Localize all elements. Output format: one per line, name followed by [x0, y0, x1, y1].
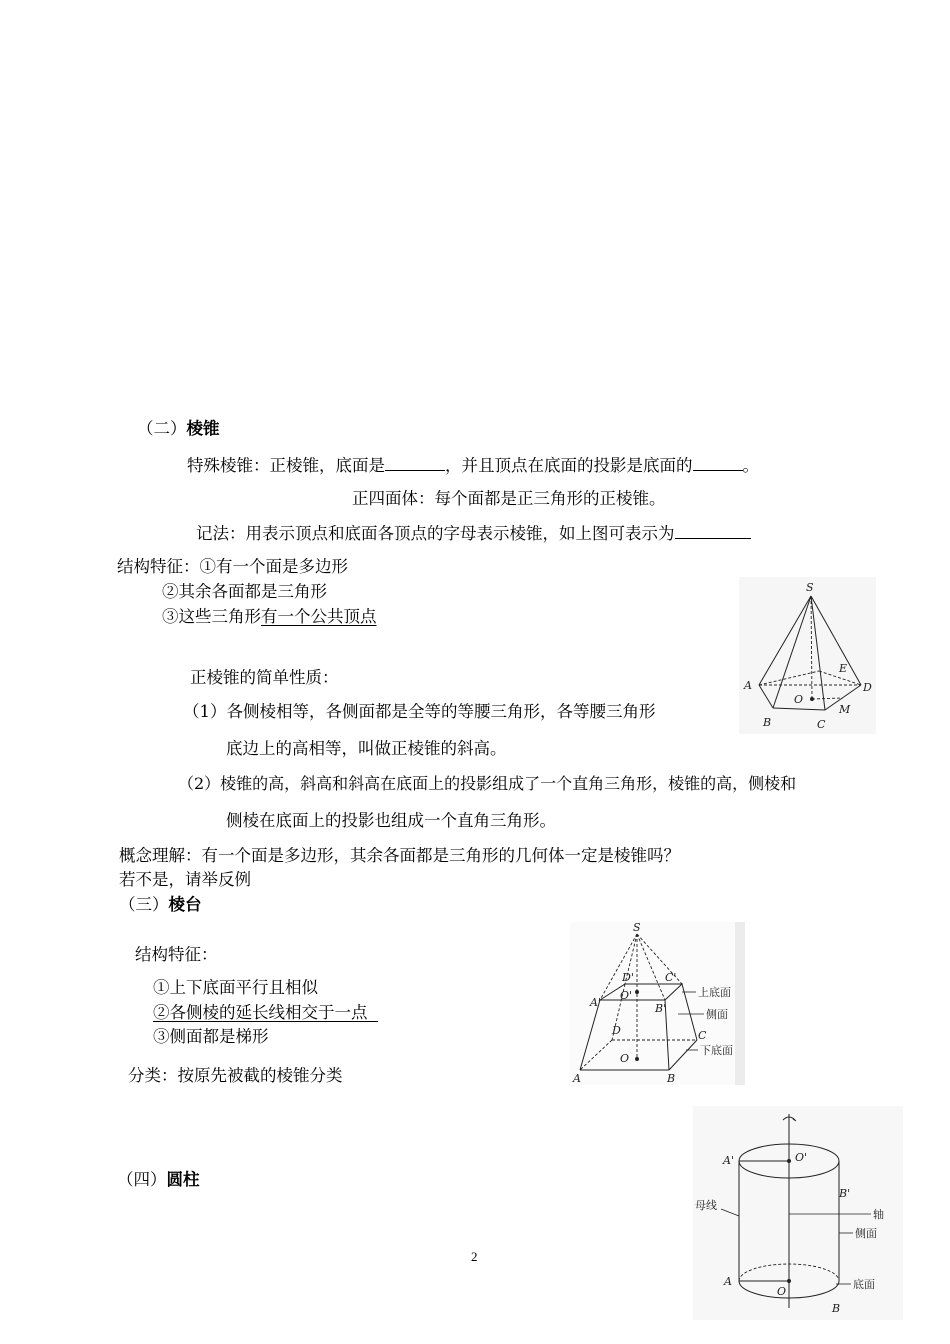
special-pyramid-text-a: 特殊棱锥：正棱锥，底面是	[187, 456, 385, 475]
pyramid-label-a: A	[744, 679, 752, 692]
frustum-label-c: C	[698, 1029, 707, 1042]
pyramid-feature-3-text: ③这些三角形	[162, 607, 261, 626]
frustum-callout-top-base: 上底面	[698, 986, 731, 999]
cylinder-callout-axis: 轴	[873, 1208, 884, 1221]
frustum-callout-bottom-base: 下底面	[700, 1044, 733, 1057]
special-pyramid-line	[187, 454, 759, 477]
pyramid-label-s: S	[806, 581, 814, 594]
cylinder-label-a: A	[724, 1275, 732, 1288]
section3-heading-prefix: （三）	[119, 895, 169, 914]
special-pyramid-text-b: ，并且顶点在底面的投影是底面的	[445, 456, 693, 475]
section2-heading-title: 棱锥	[186, 419, 220, 438]
frustum-classification: 分类：按原先被截的棱锥分类	[128, 1066, 343, 1085]
frustum-figure	[570, 922, 745, 1085]
pyramid-label-c: C	[817, 718, 826, 731]
frustum-label-o: O	[620, 1052, 630, 1065]
notation-line	[196, 522, 751, 545]
frustum-label-d-prime: D'	[622, 971, 634, 984]
cylinder-label-b: B	[832, 1302, 841, 1315]
frustum-label-o-prime: O'	[620, 989, 633, 1002]
frustum-structure-title: 结构特征：	[135, 945, 218, 964]
frustum-feature-2-underline-tail	[368, 1003, 379, 1022]
section4-heading-title: 圆柱	[166, 1170, 200, 1189]
frustum-label-b: B	[667, 1072, 676, 1085]
property-2-line-1: （2）棱锥的高，斜高和斜高在底面上的投影组成了一个直角三角形，棱锥的高，侧棱和	[178, 774, 797, 793]
cylinder-callout-base: 底面	[853, 1278, 875, 1291]
frustum-feature-1: ①上下底面平行且相似	[153, 978, 318, 997]
property-2-line-2: 侧棱在底面上的投影也组成一个直角三角形。	[226, 811, 556, 830]
pyramid-label-e: E	[839, 662, 848, 675]
properties-title: 正棱锥的简单性质：	[190, 668, 339, 687]
notation-text: 记法：用表示顶点和底面各顶点的字母表示棱锥，如上图可表示为	[196, 524, 675, 543]
pyramid-label-o: O	[794, 693, 804, 706]
property-1-line-1: （1）各侧棱相等，各侧面都是全等的等腰三角形，各等腰三角形	[183, 702, 656, 721]
tetrahedron-line: 正四面体：每个面都是正三角形的正棱锥。	[352, 489, 666, 508]
cylinder-label-o: O	[777, 1285, 787, 1298]
cylinder-label-b-prime: B'	[839, 1187, 851, 1200]
section3-heading	[119, 894, 202, 916]
pyramid-feature-3	[162, 606, 377, 628]
pyramid-label-m: M	[839, 703, 851, 716]
pyramid-label-b: B	[763, 716, 772, 729]
property-1-line-2: 底边上的高相等，叫做正棱锥的斜高。	[226, 739, 507, 758]
frustum-label-d: D	[612, 1024, 621, 1037]
special-pyramid-text-c: 。	[742, 456, 759, 475]
section2-heading-prefix: （二）	[137, 419, 187, 438]
cylinder-callout-generatrix: 母线	[695, 1199, 717, 1212]
projection-blank[interactable]	[693, 454, 743, 471]
notation-blank[interactable]	[675, 522, 751, 539]
cylinder-figure	[693, 1106, 903, 1320]
concept-line-2: 若不是，请举反例	[119, 870, 251, 889]
pyramid-structure-title: 结构特征：①有一个面是多边形	[117, 557, 348, 576]
page-number: 2	[471, 1249, 478, 1264]
pyramid-feature-3-underlined: 有一个公共顶点	[261, 607, 377, 626]
cylinder-label-a-prime: A'	[723, 1154, 734, 1167]
frustum-label-s: S	[633, 922, 641, 934]
frustum-label-c-prime: C'	[665, 971, 677, 984]
frustum-feature-2-underlined: ②各侧棱的延长线相交于一点	[153, 1003, 368, 1022]
frustum-label-a: A	[573, 1072, 581, 1085]
pyramid-label-d: D	[863, 681, 872, 694]
section3-heading-title: 棱台	[168, 895, 202, 914]
concept-line-1: 概念理解：有一个面是多边形，其余各面都是三角形的几何体一定是棱锥吗？	[119, 846, 680, 865]
base-shape-blank[interactable]	[385, 454, 445, 471]
frustum-feature-3: ③侧面都是梯形	[153, 1027, 269, 1046]
pyramid-feature-2: ②其余各面都是三角形	[162, 582, 327, 601]
frustum-callout-lateral-face: 侧面	[706, 1008, 728, 1021]
section4-heading-prefix: （四）	[117, 1170, 167, 1189]
section2-heading	[137, 418, 220, 440]
frustum-label-b-prime: B'	[655, 1002, 667, 1015]
pyramid-figure	[739, 577, 876, 734]
frustum-label-a-prime: A'	[590, 996, 601, 1009]
frustum-feature-2	[153, 1002, 378, 1024]
section4-heading	[117, 1169, 200, 1191]
cylinder-callout-lateral-face: 侧面	[855, 1227, 877, 1240]
cylinder-label-o-prime: O'	[795, 1151, 808, 1164]
